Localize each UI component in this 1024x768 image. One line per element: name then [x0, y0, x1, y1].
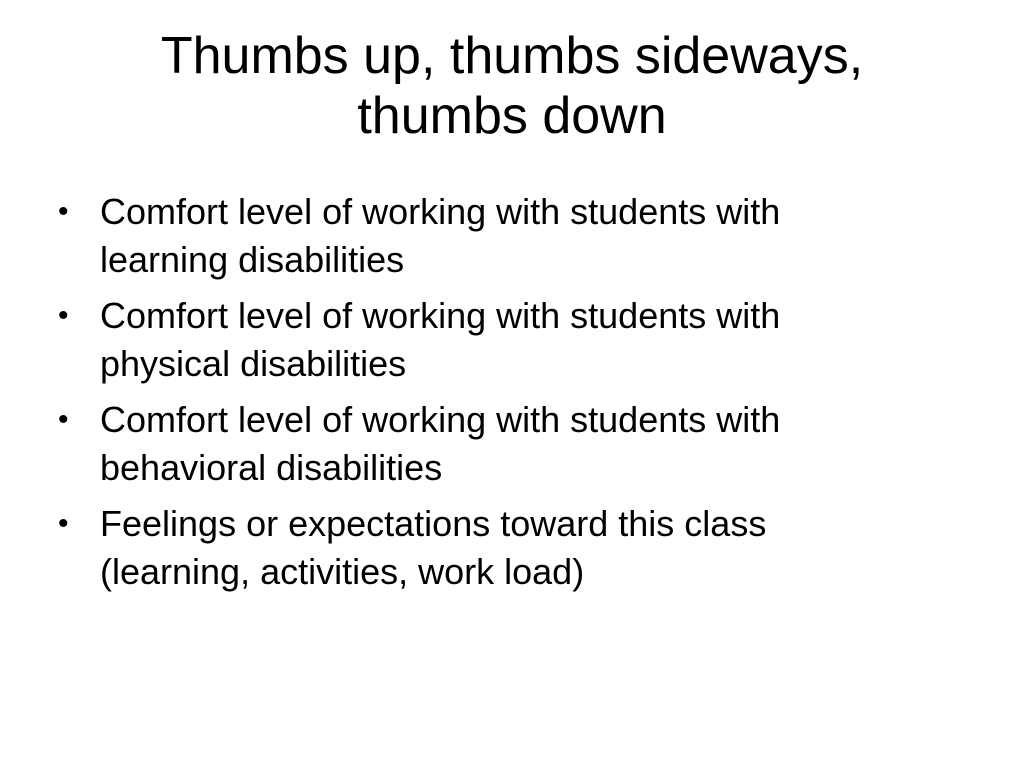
- bullet-text-line-1: Comfort level of working with students with: [100, 295, 781, 336]
- bullet-text-line-1: Comfort level of working with students with: [100, 399, 781, 440]
- bullet-marker: •: [58, 195, 69, 228]
- bullet-item-physical-disabilities: [56, 292, 986, 388]
- bullet-item-learning-disabilities: [56, 188, 986, 284]
- bullet-marker: •: [58, 507, 69, 540]
- slide-title-line-2: thumbs down: [357, 87, 667, 145]
- slide-title: [40, 26, 984, 146]
- bullet-list: [56, 188, 986, 604]
- bullet-marker: •: [58, 403, 69, 436]
- bullet-item-class-expectations: [56, 500, 986, 596]
- slide-title-line-1: Thumbs up, thumbs sideways,: [160, 27, 864, 85]
- bullet-text-line-1: Feelings or expectations toward this class: [100, 503, 767, 544]
- bullet-text-line-2: behavioral disabilities: [100, 447, 443, 488]
- bullet-marker: •: [58, 299, 69, 332]
- bullet-item-behavioral-disabilities: [56, 396, 986, 492]
- bullet-text-line-2: (learning, activities, work load): [100, 551, 585, 592]
- bullet-text-line-2: physical disabilities: [100, 343, 407, 384]
- bullet-text-line-2: learning disabilities: [100, 239, 405, 280]
- bullet-text-line-1: Comfort level of working with students with: [100, 191, 781, 232]
